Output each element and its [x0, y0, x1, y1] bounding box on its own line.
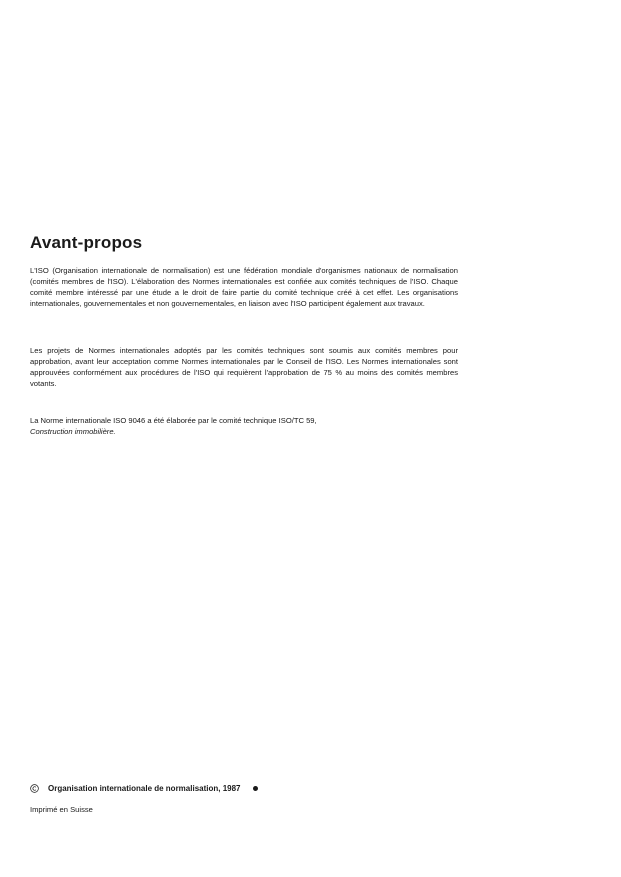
- copyright-text: Organisation internationale de normalisation, 1987: [48, 784, 241, 793]
- copyright-line: [30, 784, 258, 793]
- paragraph-3-text: La Norme internationale ISO 9046 a été élaborée par le comité technique ISO/TC 59,: [30, 416, 317, 425]
- copyright-icon: [30, 784, 39, 793]
- foreword-paragraph-3: [30, 415, 458, 437]
- bullet-icon: [253, 786, 258, 791]
- printed-in-text: Imprimé en Suisse: [30, 805, 93, 814]
- foreword-paragraph-2: Les projets de Normes internationales adoptés par les comités techniques sont soumis aux comités membres pour approbation, avant leur acceptation comme Normes internationales par le Conseil de l'ISO. Les Normes internationales sont approuvées conformément aux procédures de l'ISO qui requièrent l'approbation de 75 % au moins des comités membres votants.: [30, 346, 458, 389]
- page-title: Avant-propos: [30, 233, 143, 252]
- committee-title: Construction immobilière.: [30, 427, 116, 437]
- foreword-paragraph-1: L'ISO (Organisation internationale de normalisation) est une fédération mondiale d'organismes nationaux de normalisation (comités membres de l'ISO). L'élaboration des Normes internationales est confiée aux comités techniques de l'ISO. Chaque comité membre intéressé par une étude a le droit de faire partie du comité technique créé à cet effet. Les organisations internationales, gouvernementales et non gouvernementales, en liaison avec l'ISO participent également aux travaux.: [30, 266, 458, 309]
